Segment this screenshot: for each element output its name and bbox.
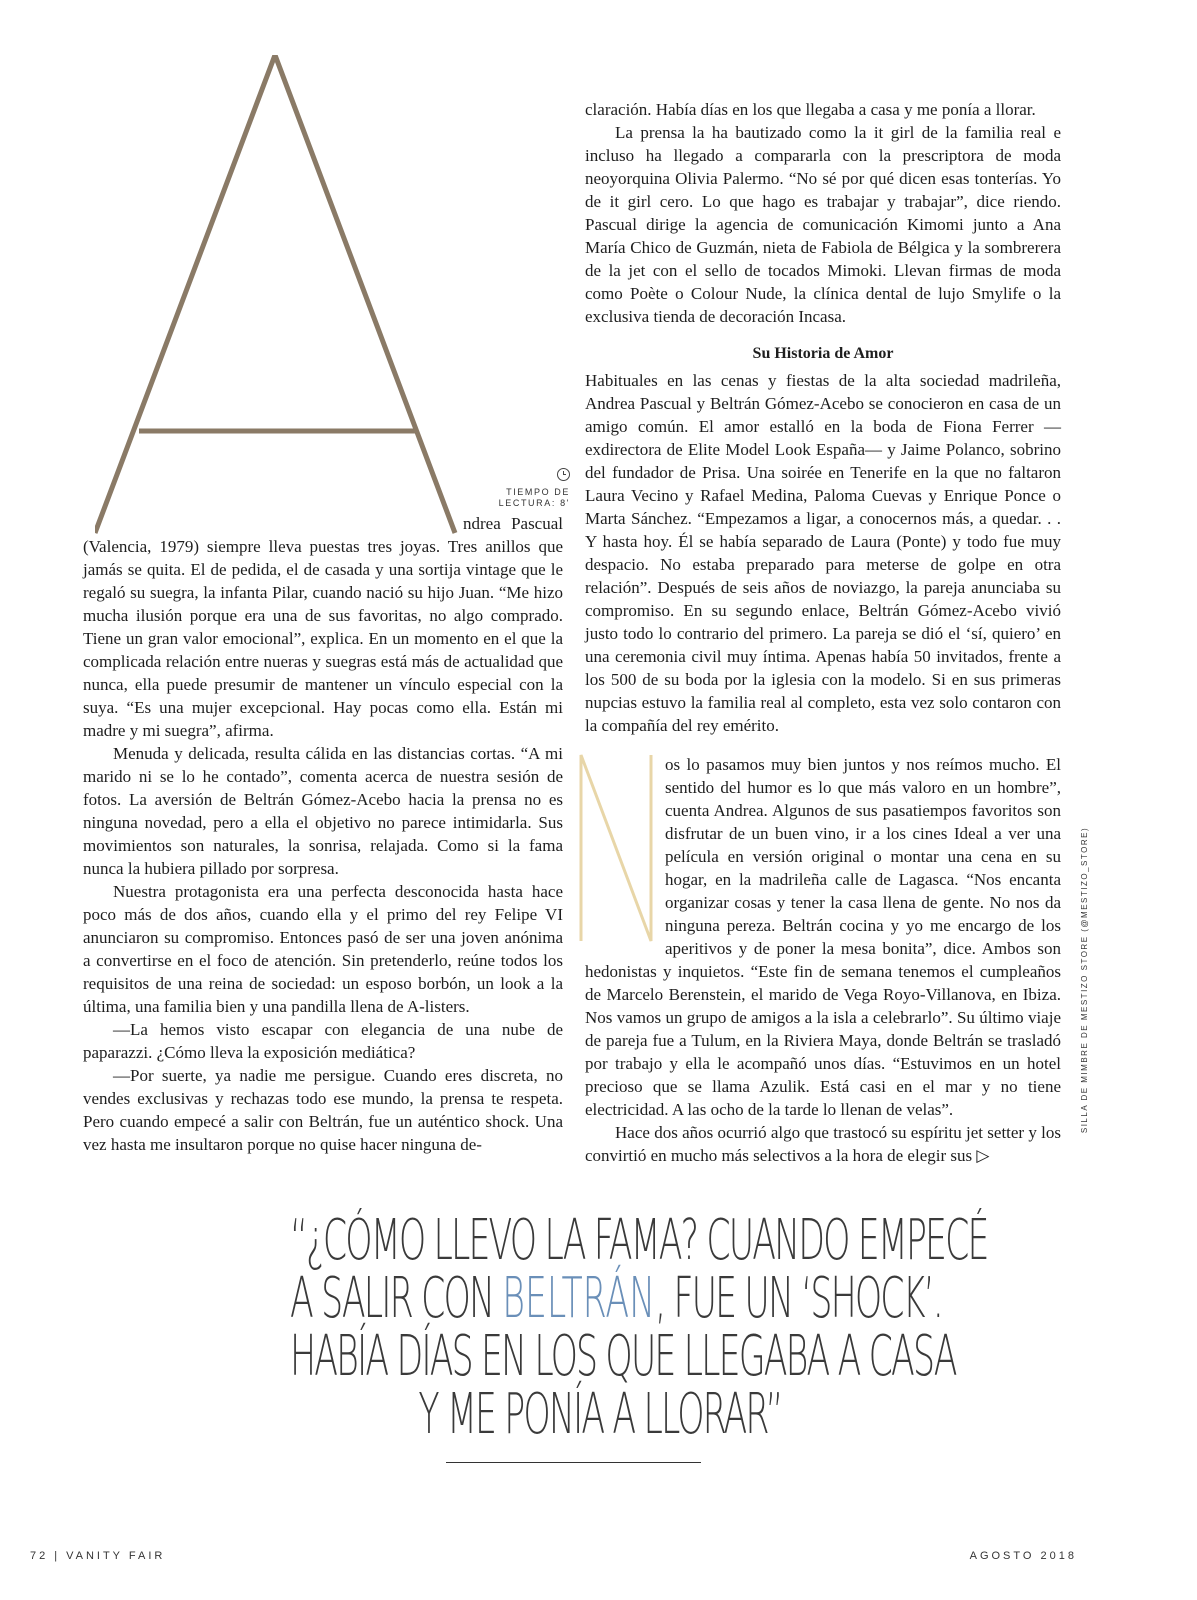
drop-cap-n-glyph bbox=[577, 753, 657, 943]
paragraph: Menuda y delicada, resulta cálida en las distancias cortas. “A mi marido ni se lo he contado”, comenta acerca de nuestra sesión de fotos. La aversión de Beltrán Gómez-Acebo hacia la prensa no es ninguna novedad, pero a ella el objetivo no parece intimidarla. Sus movimientos son naturales, la sonrisa, relajada. Como si la fama nunca la hubiera pillado por sorpresa. bbox=[83, 744, 563, 878]
photo-credit: SILLA DE MIMBRE DE MESTIZO STORE (@MESTIZO_STORE) bbox=[1080, 826, 1089, 1134]
clock-icon bbox=[557, 468, 570, 481]
drop-cap-n bbox=[577, 753, 657, 943]
reading-time-line2: LECTURA: 8' bbox=[498, 498, 570, 508]
paragraph: Habituales en las cenas y fiestas de la alta sociedad madrileña, Andrea Pascual y Beltrán Gómez-Acebo se conocieron en casa de un amigo común. El amor estalló en la boda de Fiona Ferrer —exdirectora de Elite Model Look España— y Jaime Polanco, sobrino del fundador de Prisa. Una soirée en Tenerife en la que no faltaron Laura Vecino y Rafael Medina, Paloma Cuevas y Enrique Ponce o Marta Sánchez. “Empezamos a ligar, a conocernos más, a quedar. . . Y hasta hoy. Él se había separado de Laura (Ponte) y todo fue muy despacio. No estaba preparado para meterse de golpe en otra relación”. Después de seis años de noviazgo, la pareja anunciaba su compromiso. En su segundo enlace, Beltrán Gómez-Acebo vivió justo todo lo contrario del primero. La pareja se dió el ‘sí, quiero’ en una ceremonia civil muy íntima. Apenas había 50 invitados, frente a los 500 de su boda por la iglesia con la modelo. Si en sus primeras nupcias estuvo la familia real al completo, esta vez solo contaron con la compañía del rey emérito. bbox=[585, 371, 1061, 735]
drop-cap-a-glyph bbox=[95, 55, 475, 535]
pull-quote-line bbox=[290, 1266, 942, 1331]
pull-quote-text: , FUE UN ‘SHOCK’. bbox=[655, 1266, 942, 1331]
pull-quote bbox=[290, 1208, 988, 1447]
pull-quote-rule bbox=[446, 1462, 701, 1463]
paragraph: Nuestra protagonista era una perfecta desconocida hasta hace poco más de dos años, cuando ella y el primo del rey Felipe VI anunciaron su compromiso. Entonces pasó de ser una joven anónima a convertirse en el foco de atención. Sin pretenderlo, reúne todos los requisitos de una reina de sociedad: un esposo borbón, un look a la última, una familia bien y una pandilla llena de A-listers. bbox=[83, 882, 563, 1016]
reading-time-line1: TIEMPO DE bbox=[506, 487, 570, 497]
pull-quote-highlight: BELTRÁN bbox=[502, 1266, 656, 1331]
paragraph: La prensa la ha bautizado como la it girl de la familia real e incluso ha llegado a compararla con la prescriptora de moda neoyorquina Olivia Palermo. “No sé por qué dicen esas tonterías. Yo de it girl cero. Lo que hago es trabajar y trabajar”, dice riendo. Pascual dirige la agencia de comunicación Kimomi junto a Ana María Chico de Guzmán, nieta de Fabiola de Bélgica y la sombrerera de la jet con el sello de tocados Mimoki. Llevan firmas de moda como Poète o Colour Nude, la clínica dental de lujo Smylife o la exclusiva tienda de decoración Incasa. bbox=[585, 123, 1061, 326]
paragraph: —La hemos visto escapar con elegancia de una nube de paparazzi. ¿Cómo lleva la exposición mediática? bbox=[83, 1020, 563, 1062]
magazine-name: VANITY FAIR bbox=[66, 1550, 166, 1562]
footer-left bbox=[30, 1550, 165, 1562]
pull-quote-text: A SALIR CON bbox=[290, 1266, 503, 1331]
section-subhead: Su Historia de Amor bbox=[752, 345, 894, 362]
column-right bbox=[585, 98, 1061, 1167]
footer-separator: | bbox=[54, 1550, 61, 1562]
paragraph: os lo pasamos muy bien juntos y nos reímos mucho. El sentido del humor es lo que más valoro en un hombre”, cuenta Andrea. Algunos de sus pasatiempos favoritos son disfrutar de un buen vino, ir a los cines Ideal a ver una película en versión original o montar una cena en su hogar, en la madrileña calle de Lagasca. “Nos encanta organizar cosas y tener la casa llena de gente. No nos da ninguna pereza. Beltrán cocina y yo me encargo de los aperitivos y de poner la mesa bonita”, dice. Ambos son hedonistas y inquietos. “Este fin de semana tenemos el cumpleaños de Marcelo Berenstein, el marido de Vega Royo-Villanova, en Ibiza. Nos vamos un grupo de amigos a la isla a celebrarlo”. Su último viaje de pareja fue a Tulum, en la Riviera Maya, donde Beltrán se trasladó por trabajo y ella le acompañó unos días. “Estuvimos en un hotel precioso que se llama Azulik. Está casi en el mar y no tiene electricidad. A las ocho de la tarde lo llenan de velas”. bbox=[585, 755, 1061, 1119]
reading-time bbox=[480, 468, 570, 509]
pull-quote-line: “¿CÓMO LLEVO LA FAMA? CUANDO EMPECÉ bbox=[290, 1208, 988, 1273]
page-number: 72 bbox=[30, 1550, 49, 1562]
footer-date: AGOSTO 2018 bbox=[969, 1550, 1077, 1562]
pull-quote-line: HABÍA DÍAS EN LOS QUE LLEGABA A CASA bbox=[290, 1324, 956, 1389]
paragraph: ndrea Pascual (Valencia, 1979) siempre lleva puestas tres joyas. Tres anillos que jamás se quita. El de pedida, el de casada y una sortija vintage que le regaló su suegra, la infanta Pilar, cuando nació su hijo Juan. “Me hizo mucha ilusión porque era una de sus favoritas, no algo comprado. Tiene un gran valor emocional”, explica. En un momento en el que la complicada relación entre nueras y suegras está más de actualidad que nunca, ella puede presumir de mantener un vínculo especial con la suya. “Es una mujer excepcional. Hay pocas como ella. Están mi madre y mi suegra”, afirma. bbox=[83, 514, 563, 740]
drop-cap-a bbox=[95, 55, 475, 535]
drop-cap-paragraph bbox=[585, 753, 1061, 1121]
paragraph: Hace dos años ocurrió algo que trastocó su espíritu jet setter y los convirtió en mucho más selectivos a la hora de elegir sus ▷ bbox=[585, 1123, 1061, 1165]
paragraph: —Por suerte, ya nadie me persigue. Cuando eres discreta, no vendes exclusivas y rechazas todo ese mundo, la prensa te respeta. Pero cuando empecé a salir con Beltrán, fue un auténtico shock. Una vez hasta me insultaron porque no quise hacer ninguna de- bbox=[83, 1066, 563, 1154]
pull-quote-line: Y ME PONÍA A LLORAR” bbox=[418, 1382, 782, 1447]
column-left bbox=[83, 512, 563, 1156]
paragraph: claración. Había días en los que llegaba a casa y me ponía a llorar. bbox=[585, 100, 1036, 119]
